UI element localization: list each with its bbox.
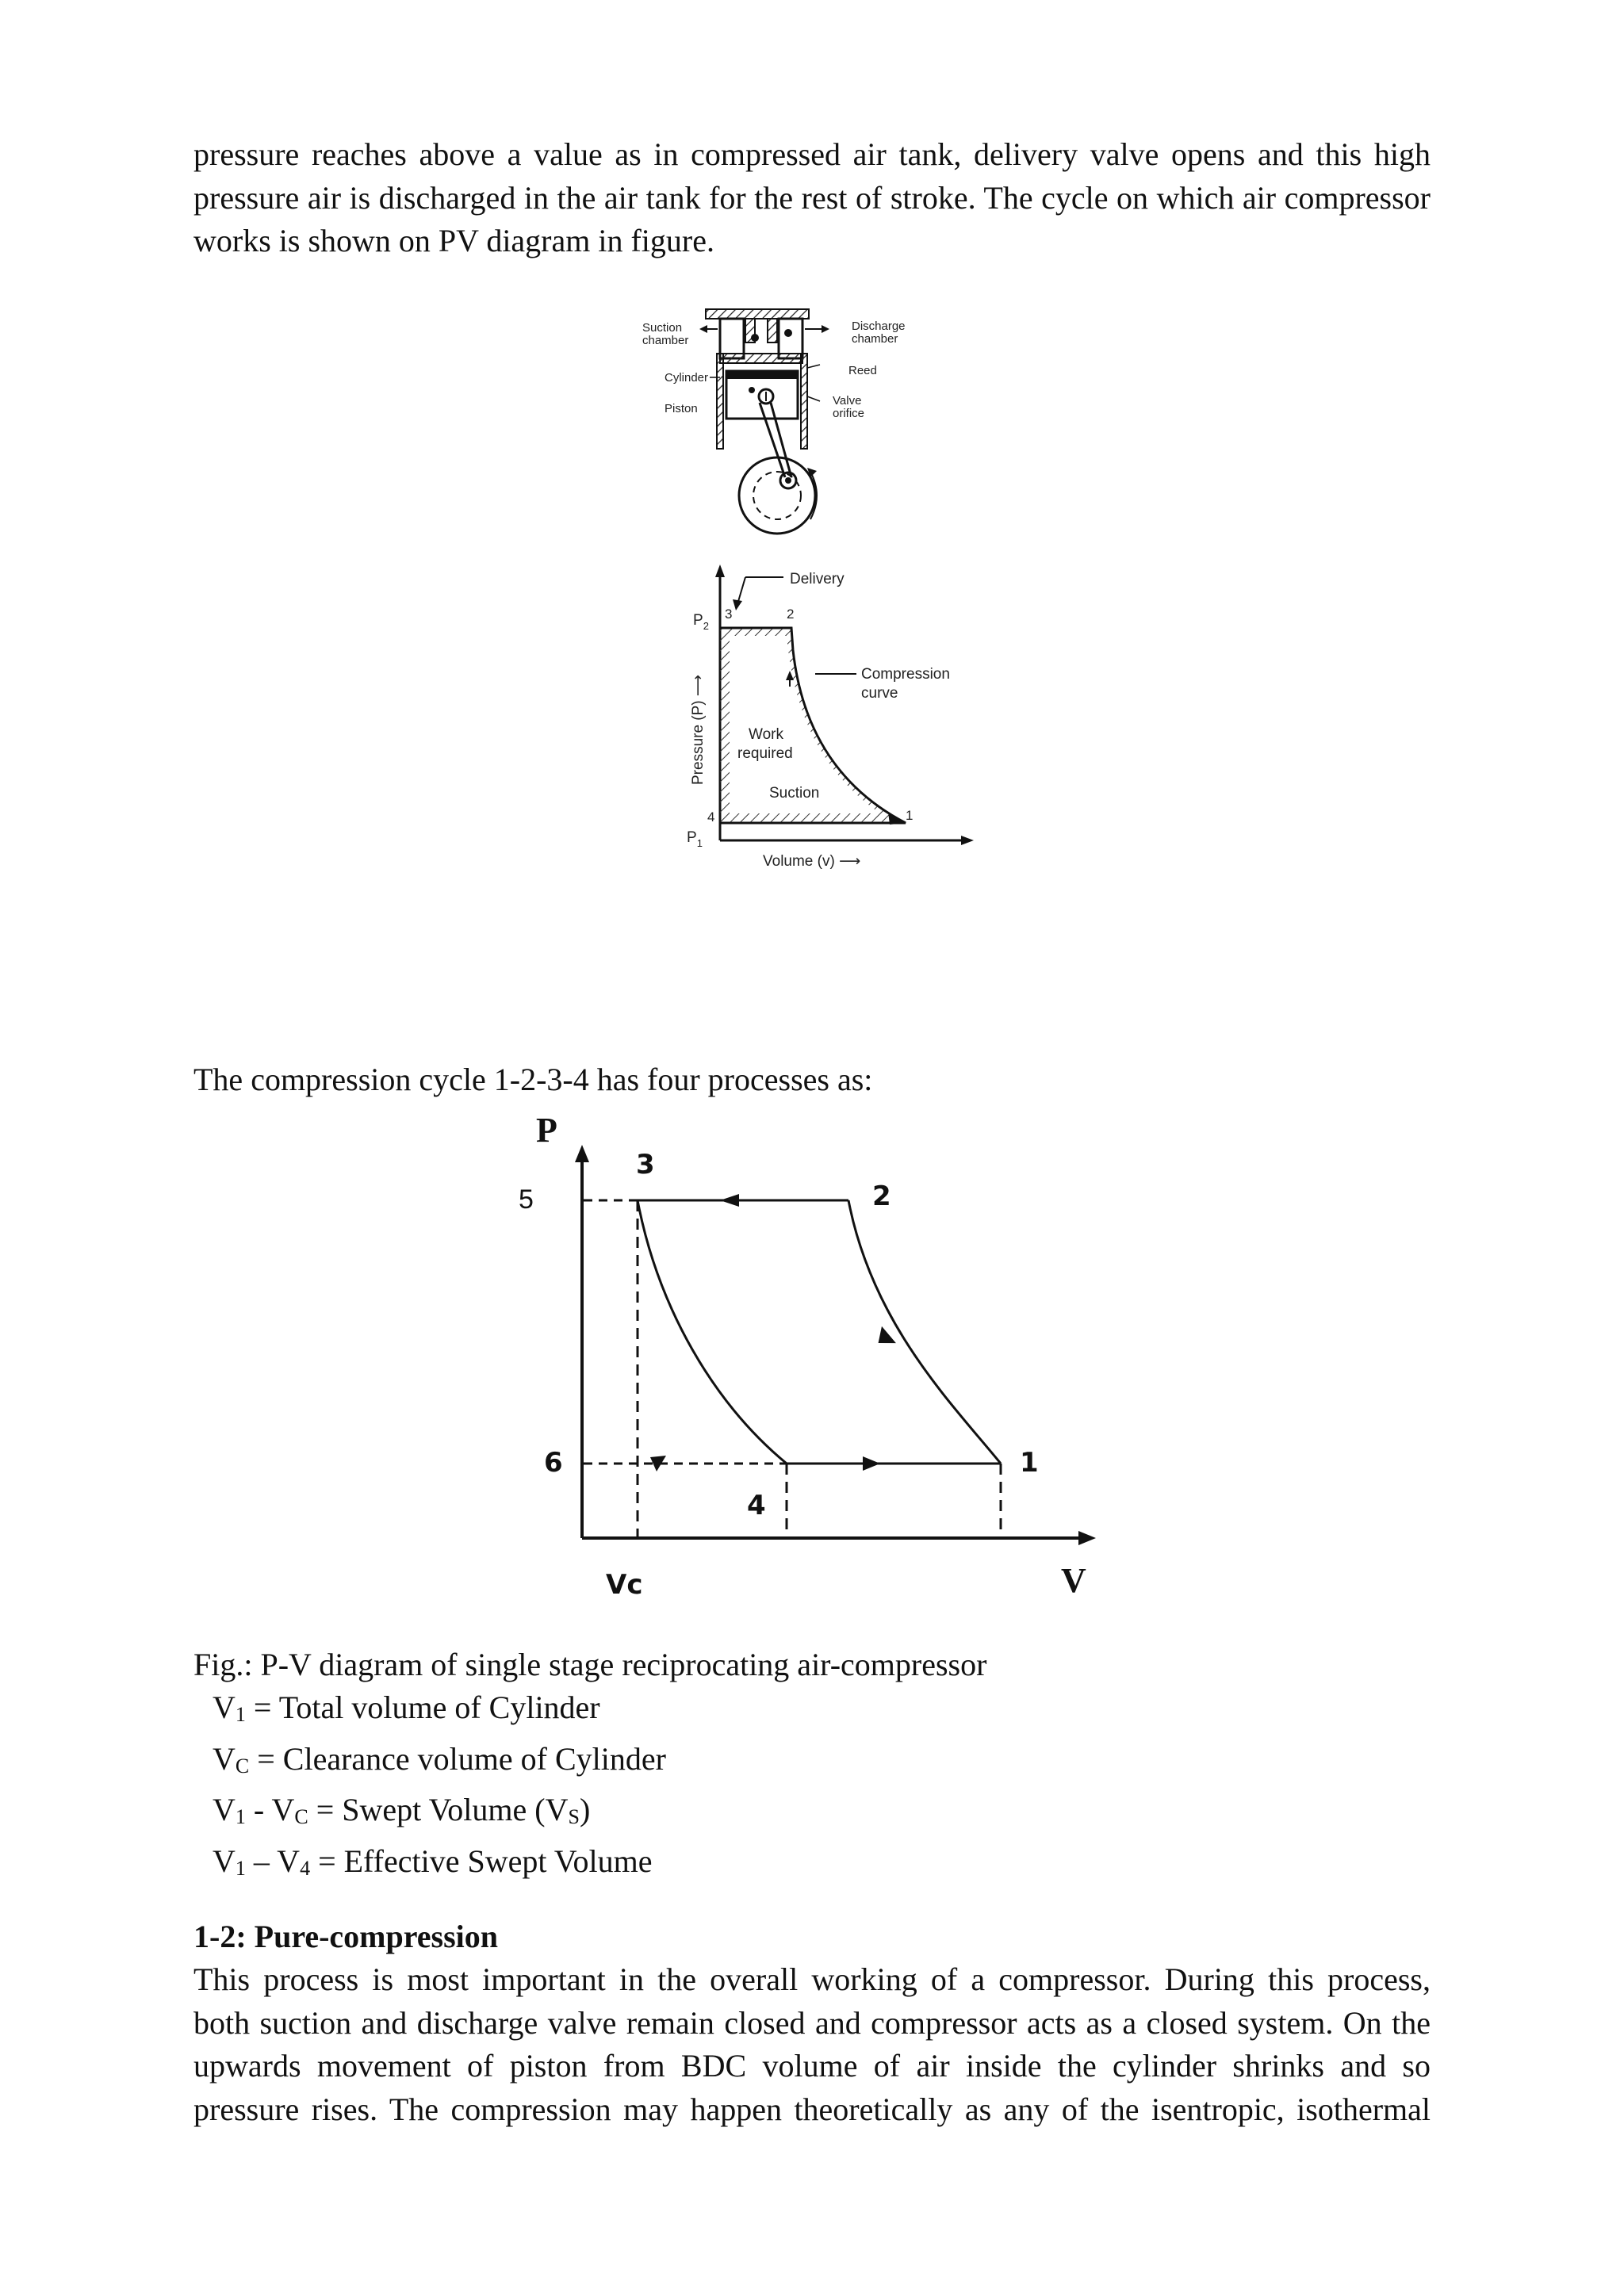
label-valve: Valve [833, 394, 862, 408]
label-discharge: Discharge [852, 320, 906, 333]
sketch-p2: $P_2$ [693, 612, 709, 632]
sketch-pt4: 4 [707, 809, 715, 825]
definition-clearance-volume: $V_C$ = Clearance volume of Cylinder [213, 1740, 666, 1777]
pv-pt-4: 4 [747, 1490, 766, 1521]
cycle-intro-text: The compression cycle 1-2-3-4 has four processes as: [193, 1062, 873, 1097]
intro-line-1: pressure reaches above a value as in compressed air tank, delivery valve opens and this high [193, 136, 1431, 172]
sketch-y-axis-label: Pressure (P) ⟶ [690, 674, 707, 785]
label-orifice: orifice [833, 407, 865, 420]
sketch-delivery: Delivery [790, 571, 845, 587]
pv-pt-2: 2 [872, 1181, 891, 1212]
sketch-x-axis-label: Volume (v) ⟶ [763, 853, 861, 870]
body-line-1: This process is most important in the overall working of a compressor. During this process, [193, 1961, 1431, 1997]
sketch-pt3: 3 [725, 607, 733, 622]
label-suction: Suction [642, 321, 683, 335]
body-paragraph [193, 1958, 1431, 2131]
sketch-work: Work [749, 726, 783, 743]
label-suction-chamber: chamber [642, 334, 689, 347]
definition-effective-swept-volume: $V_1 - V_4$ = Effective Swept Volume [213, 1843, 653, 1880]
definitions-list [213, 1686, 666, 1890]
pv-pt-1: 1 [1020, 1447, 1039, 1479]
figure-caption: Fig.: P-V diagram of single stage reciprocating air-compressor [193, 1647, 987, 1682]
pv-pt-6: 6 [544, 1447, 563, 1479]
sketch-p1: $P_1$ [687, 829, 703, 849]
pv-pt-5: 5 [519, 1184, 534, 1215]
label-reed: Reed [848, 364, 877, 377]
sketch-compression: Compression [861, 666, 950, 683]
sketch-curve: curve [861, 685, 898, 702]
sketch-pt2: 2 [787, 607, 795, 622]
definition-total-volume: $V_1$ = Total volume of Cylinder [213, 1689, 600, 1726]
intro-line-2: pressure air is discharged in the air tank for the rest of stroke. The cycle on which air compressor [193, 179, 1431, 216]
body-line-4: pressure rises. The compression may happen theoretically as any of the isentropic, isothermal [193, 2091, 1431, 2127]
sketch-pt1: 1 [906, 808, 914, 823]
body-line-3: upwards movement of piston from BDC volume of air inside the cylinder shrinks and so [193, 2048, 1431, 2084]
sketch-required: required [737, 745, 793, 762]
sketch-suction: Suction [769, 785, 820, 802]
definition-swept-volume: $V_1 - V_C$ = Swept Volume $(V_S)$ [213, 1792, 591, 1828]
intro-line-3: works is shown on PV diagram in figure. [193, 223, 714, 258]
compressor-schematic [626, 301, 983, 555]
label-piston: Piston [665, 402, 698, 415]
pv-diagram [500, 1118, 1110, 1609]
label-discharge-chamber: chamber [852, 332, 898, 346]
body-line-2: both suction and discharge valve remain closed and compressor acts as a closed system. On the [193, 2004, 1431, 2041]
pv-sketch-diagram [674, 555, 991, 880]
pv-pt-3: 3 [636, 1149, 655, 1181]
pv-p-label: P [536, 1118, 557, 1150]
section-heading: 1-2: Pure-compression [193, 1919, 499, 1954]
label-cylinder: Cylinder [665, 371, 709, 385]
intro-paragraph [193, 133, 1431, 263]
pv-v-label: V [1061, 1561, 1086, 1600]
pv-vc-label: Vc [606, 1569, 643, 1601]
